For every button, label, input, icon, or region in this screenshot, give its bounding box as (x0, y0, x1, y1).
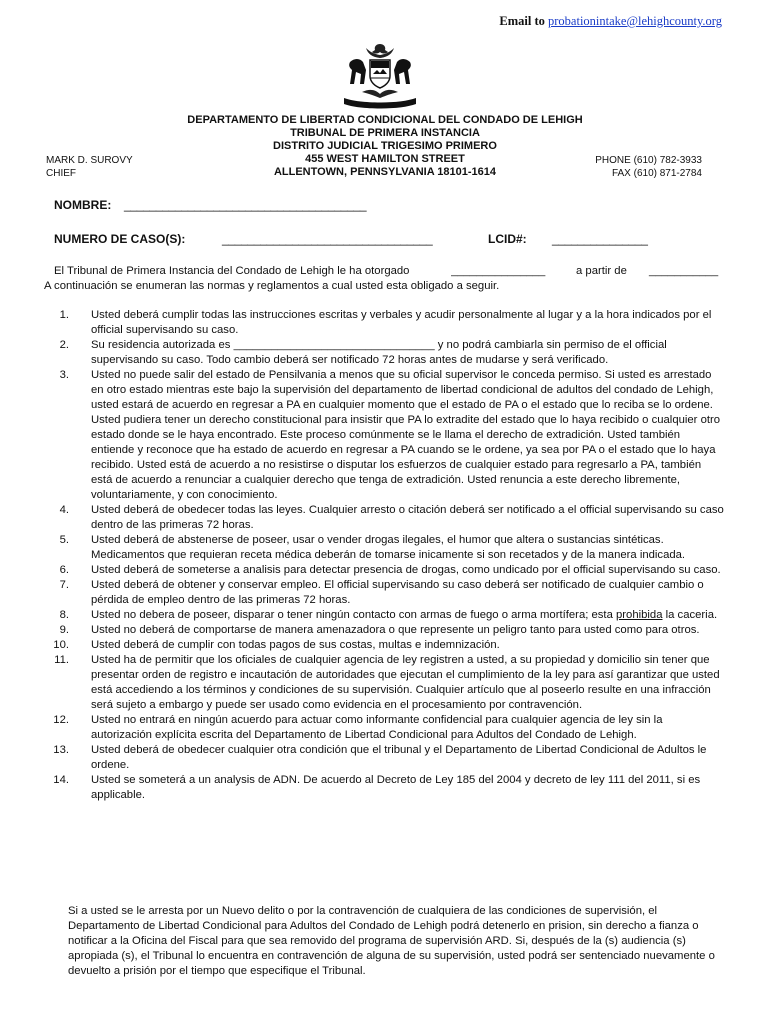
rule-number: 10. (53, 639, 69, 651)
intro-line-1 (54, 264, 409, 279)
rule-number: 12. (53, 714, 69, 726)
contact-block (595, 154, 702, 180)
start-date-field[interactable]: ___________ (649, 265, 719, 277)
rule-text: Usted deberá de abstenerse de poseer, usar o vender drogas ilegales, el humor que altera o sustancias sintéticas. Medicamentos que requieran receta médica deberán de tomarse inicamente si son recetados y de la manera indicada. (91, 534, 686, 561)
rule-text: Usted no entrará en ningún acuerdo para actuar como informante confidencial para cualquier agencia de ley sin la autorización explícita escrita del Departamento de Libertad Condicional para Adultos del Condado de Lehigh. (91, 714, 663, 741)
start-date-label: a partir de (576, 265, 627, 277)
rule-number: 6. (59, 564, 69, 576)
rule-item (44, 368, 724, 503)
phone-number: PHONE (610) 782-3933 (595, 155, 702, 166)
rule-text: Usted deberá de obedecer cualquier otra condición que el tribunal y el Departamento de Libertad Condicional de Adultos le ordene. (91, 744, 707, 771)
rule-number: 2. (59, 339, 69, 351)
email-label: Email to (499, 14, 545, 28)
pennsylvania-coat-of-arms-icon (330, 40, 430, 110)
rule-item (44, 608, 724, 623)
rule-text: Usted deberá cumplir todas las instrucciones escritas y verbales y acudir personalmente al lugar y a la hora indicados por el official supervisando su caso. (91, 309, 712, 336)
rule-item (44, 653, 724, 713)
rule-text-pre: Usted no debera de poseer, disparar o tener ningún contacto con armas de fuego o arma mortífera; esta (91, 609, 616, 621)
rule-text: Usted deberá de someterse a analisis para detectar presencia de drogas, como undicado por el official supervisando su caso. (91, 564, 721, 576)
rule-number: 1. (59, 309, 69, 321)
intro-line-2: A continuación se enumeran las normas y reglamentos a cual usted esta obligado a seguir. (44, 280, 500, 292)
rule-item (44, 638, 724, 653)
rule-text: Usted deberá de cumplir con todas pagos de sus costas, multas e indemnización. (91, 639, 500, 651)
rule-item (44, 563, 724, 578)
rule-text: Usted ha de permitir que los oficiales de cualquier agencia de ley registren a usted, a su propiedad y domicilio sin tener que presentar orden de registro e incautación de autoridades que ejecutan el cumplimiento de la ley para así garantizar que usted está accediendo a los términos y condiciones de su supervisión. Cualquier artículo que al poseerlo resulte en una infracción será sujeto a embargo y puede ser usado como evidencia en el procesamiento por contravención. (91, 654, 720, 711)
rule-text-underlined: prohibida (616, 609, 663, 621)
residence-field[interactable]: ________________________________ (233, 339, 435, 351)
rule-item (44, 578, 724, 608)
rule-item (44, 338, 724, 368)
nombre-field[interactable]: ______________________________________ (124, 198, 367, 212)
rule-text-post: y no podrá cambiarla sin permiso de el official supervisando su caso. Todo cambio deberá ser notificado 72 horas antes de mudarse y será verificado. (91, 339, 667, 366)
nombre-label: NOMBRE: (54, 198, 112, 212)
case-number-field[interactable]: _________________________________ (222, 232, 433, 246)
rules-list (44, 308, 724, 803)
header-line-3: DISTRITO JUDICIAL TRIGESIMO PRIMERO (273, 140, 497, 152)
rule-item (44, 713, 724, 743)
lcid-label: LCID#: (488, 232, 527, 246)
header-line-1: DEPARTAMENTO DE LIBERTAD CONDICIONAL DEL CONDADO DE LEHIGH (187, 114, 583, 126)
rule-text-post: la caceria. (662, 609, 718, 621)
chief-block (46, 154, 133, 180)
rule-text: Usted deberá de obedecer todas las leyes. Cualquier arresto o citación deberá ser notificado a el official supervisando su caso dentro de las primeras 72 horas. (91, 504, 724, 531)
case-number-label: NUMERO DE CASO(S): (54, 232, 186, 246)
rule-item (44, 623, 724, 638)
rule-item (44, 743, 724, 773)
header-line-2: TRIBUNAL DE PRIMERA INSTANCIA (290, 127, 480, 139)
rule-item (44, 308, 724, 338)
rule-text: Usted no puede salir del estado de Pensilvania a menos que su oficial supervisor le conceda permiso. Si usted es arrestado en otro estado mientras este bajo la supervisión del departamento de libertad condicional de adultos del condado de Lehigh, usted estará de acuerdo en regresar a PA en cualquier momento que el estado de PA o el estado que lo reciba se lo ordene. Usted pudiera tener un derecho constitucional para insistir que PA lo extradite del estado que lo haya recibido o cualquier otro estado donde se le haya encontrado. Este proceso comúnmente se le llama el derecho de extradición. Usted también entiende y reconoce que ha estado de acuerdo en regresar a PA cuando se le ordene, ya sea por PA o el estado que lo haya recibido. Usted está de acuerdo a no resistirse o disputar los esfuerzos de cualquier estado para regresarlo a PA, también está de acuerdo a renunciar a cualquier derecho que tenga de extradición. Usted renuncia a este derecho libremente, voluntariamente, y con conocimiento. (91, 369, 721, 501)
rule-number: 3. (59, 369, 69, 381)
rule-text: Usted no deberá de comportarse de manera amenazadora o que represente un peligro tanto para usted como para otros. (91, 624, 700, 636)
rule-number: 4. (59, 504, 69, 516)
rule-item (44, 503, 724, 533)
header-line-4: 455 WEST HAMILTON STREET (305, 153, 465, 165)
closing-paragraph: Si a usted se le arresta por un Nuevo delito o por la contravención de cualquiera de las condiciones de supervisión, el Departamento de Libertad Condicional para Adultos del Condado de Lehigh podrá detenerlo en prision, sin derecho a fianza o notificar a la Oficina del Fiscal para que sea removido del programa de supervisión ARD. Si, después de la (s) audiencia (s) apropiada (s), el Tribunal lo encuentra en contravención de alguna de su supervisión, usted podrá ser sentenciado nuevamente o devuelto a prisión por el tiempo que especifique el Tribunal. (68, 905, 715, 977)
probation-term-field[interactable]: _______________ (451, 264, 565, 279)
rule-text-pre: Su residencia autorizada es (91, 339, 234, 351)
rule-text: Usted deberá de obtener y conservar empleo. El official supervisando su caso deberá ser notificado de cualquier cambio o pérdida de empleo dentro de las primeras 72 horas. (91, 579, 704, 606)
fax-number: FAX (610) 871-2784 (611, 168, 702, 179)
rule-number: 7. (59, 579, 69, 591)
intro-text: El Tribunal de Primera Instancia del Condado de Lehigh le ha otorgado (54, 265, 410, 277)
rule-number: 9. (59, 624, 69, 636)
chief-title: CHIEF (46, 168, 76, 179)
header-line-5: ALLENTOWN, PENNSYLVANIA 18101-1614 (273, 166, 497, 178)
rule-item (44, 533, 724, 563)
rule-number: 13. (53, 744, 69, 756)
email-line (499, 14, 722, 29)
rule-number: 11. (54, 654, 69, 666)
rule-number: 14. (53, 774, 69, 786)
rule-number: 8. (59, 609, 69, 621)
email-link[interactable]: probationintake@lehighcounty.org (548, 14, 722, 28)
lcid-field[interactable]: _______________ (552, 232, 648, 246)
rule-text: Usted se someterá a un analysis de ADN. De acuerdo al Decreto de Ley 185 del 2004 y decreto de ley 111 del 2011, si es applicable. (91, 774, 701, 801)
rule-item (44, 773, 724, 803)
chief-name: MARK D. SUROVY (46, 155, 133, 166)
rule-number: 5. (59, 534, 69, 546)
